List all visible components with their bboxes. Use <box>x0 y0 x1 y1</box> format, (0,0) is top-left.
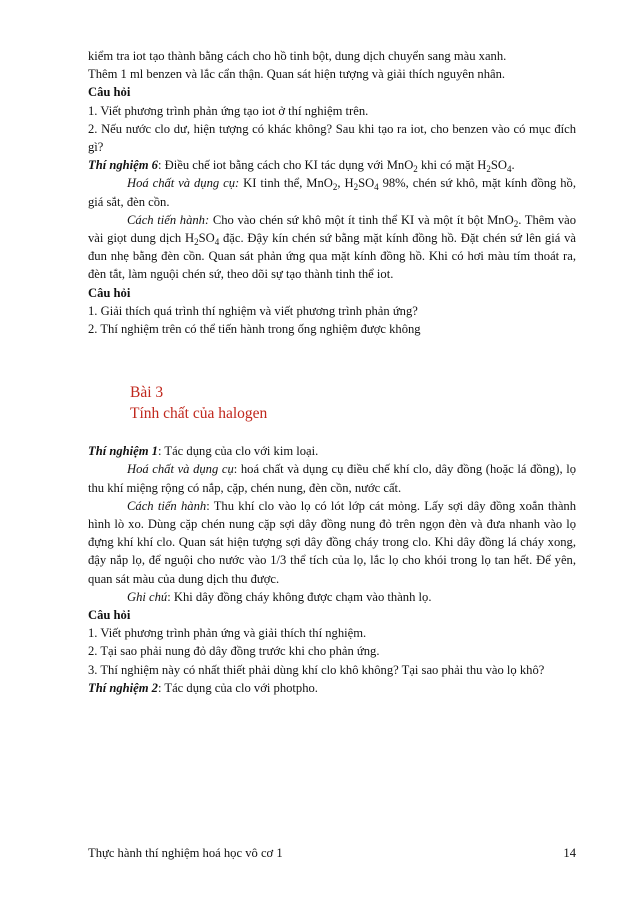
lesson-number: Bài 3 <box>130 384 164 402</box>
experiment-label: Thí nghiệm 1 <box>88 444 158 459</box>
procedure-label: Cách tiến hành: <box>127 212 210 227</box>
note-paragraph: Ghi chú: Khi dây đồng cháy không được chạm vào thành lọ. <box>127 589 432 604</box>
page-content <box>88 47 576 697</box>
procedure-paragraph: Cách tiến hành: Thu khí clo vào lọ có lót lớp cát mỏng. Lấy sợi dây đồng xoắn thành hình lò xo. Dùng cặp chén nung cặp sợi dây đồng nung đỏ trên ngọn đèn và đưa nhanh vào lọ đựng khí khí clo. Quan sát hiện tượng sợi dây đồng cháy trong clo. Khi dây đồng lá cháy xong, đậy nắp lọ, để nguội cho nước vào 1/3 thể tích của lọ, lắc lọ cho khói trong lọ tan hết. Để yên, quan sát màu của dung dịch thu được. <box>88 498 577 586</box>
note-label: Ghi chú <box>127 589 168 604</box>
section-heading: Câu hỏi <box>88 285 131 300</box>
procedure-label: Cách tiến hành <box>127 498 207 513</box>
section-heading: Câu hỏi <box>88 85 131 100</box>
page-number: 14 <box>563 846 576 860</box>
experiment-1-paragraph: Thí nghiệm 1: Tác dụng của clo với kim loại. <box>88 444 319 459</box>
experiment-label: Thí nghiệm 6 <box>88 158 158 173</box>
procedure-paragraph: Cách tiến hành: Cho vào chén sứ khô một ít tinh thể KI và một ít bột MnO$_2$. Thêm vào vài giọt dung dịch $H_2SO_4$ đặc. Đậy kín chén sứ bằng mặt kính đồng hồ. Đặt chén sứ lên giá và đun nhẹ bằng đèn cồn. Quan sát phản ứng qua mặt kính đồng hồ. Khi có hơi màu tím thoát ra, đèn tắt, làm nguội chén sứ, theo dõi sự tạo thành tinh thể iot. <box>88 212 577 282</box>
footer-title: Thực hành thí nghiệm hoá học vô cơ 1 <box>88 846 283 860</box>
question-item: 2. Nếu nước clo dư, hiện tượng có khác không? Sau khi tạo ra iot, cho benzen vào có mục đích gì? <box>88 121 576 155</box>
question-item: 1. Giải thích quá trình thí nghiệm và viết phương trình phản ứng? <box>88 303 418 318</box>
question-item: 3. Thí nghiệm này có nhất thiết phải dùng khí clo khô không? Tại sao phải thu vào lọ khô? <box>88 662 545 677</box>
materials-paragraph: Hoá chất và dụng cụ: KI tinh thể, MnO$_2$, $H_2SO_4$ 98%, chén sứ khô, mặt kính đồng hồ, giá sắt, đèn cồn. <box>88 176 576 209</box>
materials-label: Hoá chất và dụng cụ <box>127 462 234 477</box>
paragraph: Thêm 1 ml benzen và lắc cẩn thận. Quan sát hiện tượng và giải thích nguyên nhân. <box>88 67 506 82</box>
lesson-heading <box>130 382 576 424</box>
lesson-title: Tính chất của halogen <box>130 405 268 423</box>
materials-label: Hoá chất và dụng cụ: <box>127 176 240 191</box>
question-item: 2. Tại sao phải nung đỏ dây đồng trước khi cho phản ứng. <box>88 644 380 659</box>
experiment-2-paragraph: Thí nghiệm 2: Tác dụng của clo với photpho. <box>88 680 318 695</box>
materials-paragraph: Hoá chất và dụng cụ: hoá chất và dụng cụ điều chế khí clo, dây đồng (hoặc lá đồng), lọ thu khí miệng rộng có nắp, cặp, chén nung, đèn cồn, nước cất. <box>88 462 576 495</box>
experiment-6-paragraph: Thí nghiệm 6: Điều chế iot bằng cách cho KI tác dụng với MnO$_2$ khi có mặt $H_2SO_4$. <box>88 158 515 175</box>
section-heading: Câu hỏi <box>88 608 131 623</box>
question-item: 1. Viết phương trình phản ứng và giải thích thí nghiệm. <box>88 626 367 641</box>
question-item: 1. Viết phương trình phản ứng tạo iot ở thí nghiệm trên. <box>88 103 369 118</box>
experiment-label: Thí nghiệm 2 <box>88 680 158 695</box>
question-item: 2. Thí nghiệm trên có thể tiến hành trong ống nghiệm được không <box>88 322 421 337</box>
paragraph: kiểm tra iot tạo thành bằng cách cho hồ tinh bột, dung dịch chuyển sang màu xanh. <box>88 49 507 63</box>
